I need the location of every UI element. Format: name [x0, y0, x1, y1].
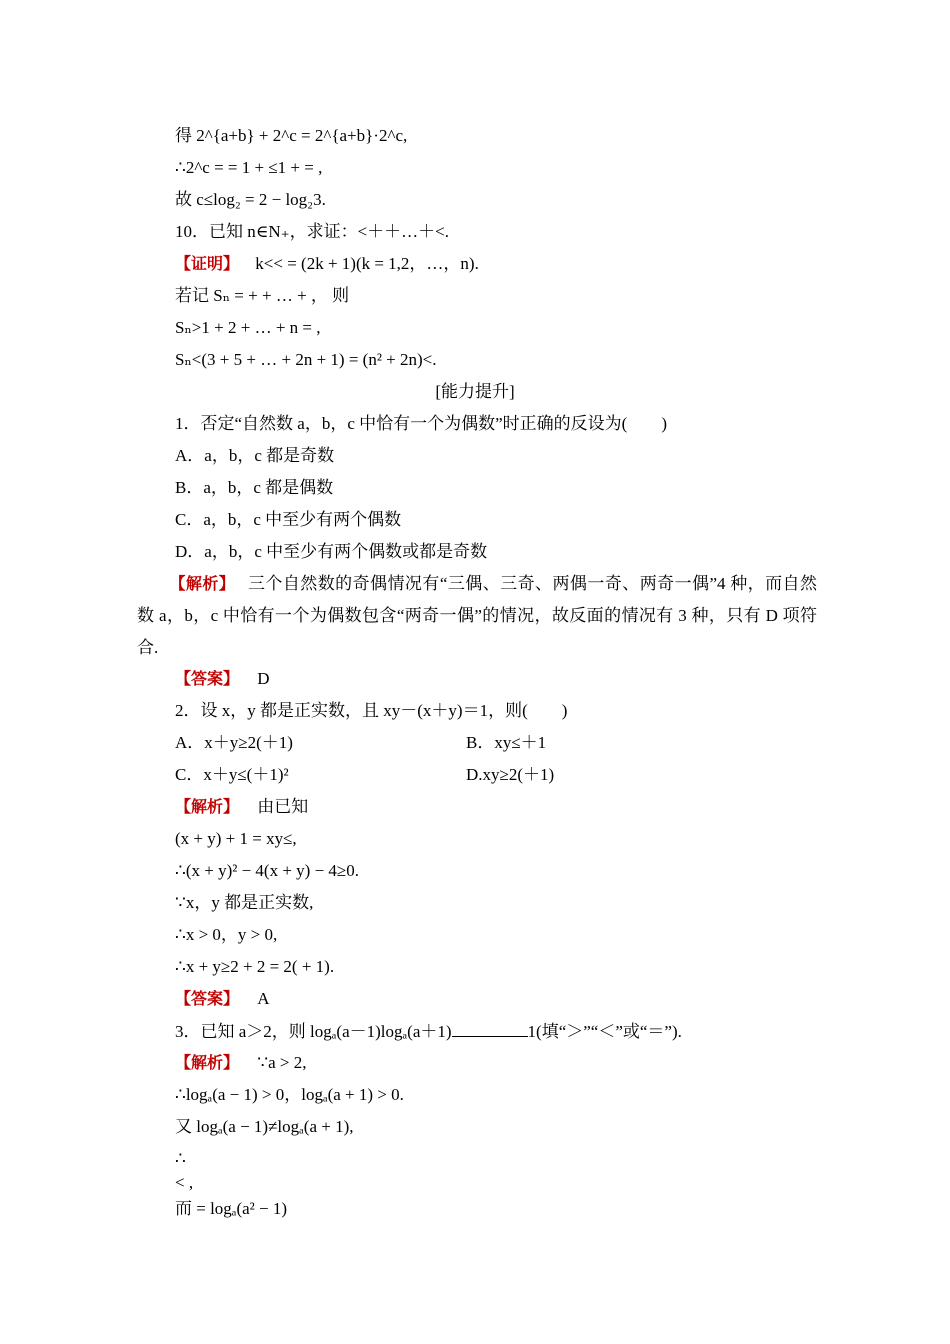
- q3-step-3: ∴: [175, 1149, 186, 1168]
- q2-step-1: (x + y) + 1 = xy≤,: [175, 829, 297, 848]
- q1-option-a: A．a，b，c 都是奇数: [175, 446, 335, 465]
- q2-step-2: ∴(x + y)² − 4(x + y) − 4≥0.: [175, 861, 359, 880]
- line-sn-lower: Sₙ>1 + 2 + … + n = ,: [175, 318, 321, 337]
- line-2c-bound: ∴2^c = = 1 + ≤1 + = ,: [175, 158, 323, 177]
- q1-option-c: C．a，b，c 中至少有两个偶数: [175, 510, 402, 529]
- q2-answer-value: A: [257, 989, 270, 1008]
- q3-answer-blank: [452, 1020, 528, 1037]
- q3-step-2: 又 logₐ(a − 1)≠logₐ(a + 1),: [175, 1117, 354, 1136]
- q2-analysis-tag: 【解析】: [175, 797, 240, 816]
- q1-answer-tag: 【答案】: [175, 669, 240, 688]
- q1-option-d: D．a，b，c 中至少有两个偶数或都是奇数: [175, 542, 488, 561]
- proof-line: [175, 253, 479, 275]
- q3-stem-b: 1(填“＞”“＜”或“＝”).: [527, 1022, 682, 1041]
- q1-analysis-tag: 【解析】: [169, 574, 236, 593]
- q3-stem-a: 3．已知 a＞2，则 logₐ(a－1)logₐ(a＋1): [175, 1022, 452, 1041]
- q2-option-b: B．xy≤＋1: [466, 733, 547, 752]
- line-c-bound: 故 c≤log₂ = 2 − log₂3.: [175, 190, 326, 209]
- q1-analysis-text: 三个自然数的奇偶情况有“三偶、三奇、两偶一奇、两奇一偶”4 种，而自然数 a，b，c 中恰有一个为偶数包含“两奇一偶”的情况，故反面的情况有 3 种，只有 D 项符合.: [137, 574, 818, 657]
- q3-analysis: [175, 1052, 306, 1074]
- q2-option-a: A．x＋y≥2(＋1): [175, 733, 293, 752]
- q2-stem: 2．设 x，y 都是正实数，且 xy－(x＋y)＝1，则( ): [175, 701, 568, 720]
- q3-step-4: < ,: [175, 1173, 194, 1192]
- q2-step-5: ∴x + y≥2 + 2 = 2( + 1).: [175, 957, 335, 976]
- line-exponent-equation: 得 2^{a+b} + 2^c = 2^{a+b}·2^c,: [175, 126, 408, 145]
- q3-analysis-tag: 【解析】: [175, 1053, 240, 1072]
- q1-answer-value: D: [257, 669, 270, 688]
- q3-step-5: 而 = logₐ(a² − 1): [175, 1199, 288, 1218]
- q2-analysis-head: 由已知: [257, 797, 309, 816]
- question-10: 10．已知 n∈N₊，求证：<＋＋…＋<.: [175, 222, 450, 241]
- q2-answer: [175, 988, 270, 1010]
- q2-option-c: C．x＋y≤(＋1)²: [175, 765, 289, 784]
- proof-text: k<< = (2k + 1)(k = 1,2，…，n).: [255, 254, 479, 273]
- q2-answer-tag: 【答案】: [175, 989, 240, 1008]
- q2-step-3: ∵x，y 都是正实数,: [175, 893, 314, 912]
- q2-option-d: D.xy≥2(＋1): [466, 765, 555, 784]
- q2-step-4: ∴x > 0，y > 0,: [175, 925, 278, 944]
- q2-analysis: [175, 796, 308, 818]
- q1-analysis: [137, 568, 817, 664]
- q3-stem: [175, 1020, 682, 1043]
- q1-option-b: B．a，b，c 都是偶数: [175, 478, 334, 497]
- line-sn-upper: Sₙ<(3 + 5 + … + 2n + 1) = (n² + 2n)<.: [175, 350, 437, 369]
- q3-step-1: ∴logₐ(a − 1) > 0，logₐ(a + 1) > 0.: [175, 1085, 404, 1104]
- line-sn-definition: 若记 Sₙ = + + … + ， 则: [175, 286, 350, 305]
- q1-stem: 1．否定“自然数 a，b，c 中恰有一个为偶数”时正确的反设为( ): [175, 414, 668, 433]
- section-title: [能力提升]: [435, 382, 515, 401]
- q1-answer: [175, 668, 270, 690]
- proof-tag: 【证明】: [175, 254, 240, 273]
- q3-analysis-step-0: ∵a > 2,: [257, 1053, 307, 1072]
